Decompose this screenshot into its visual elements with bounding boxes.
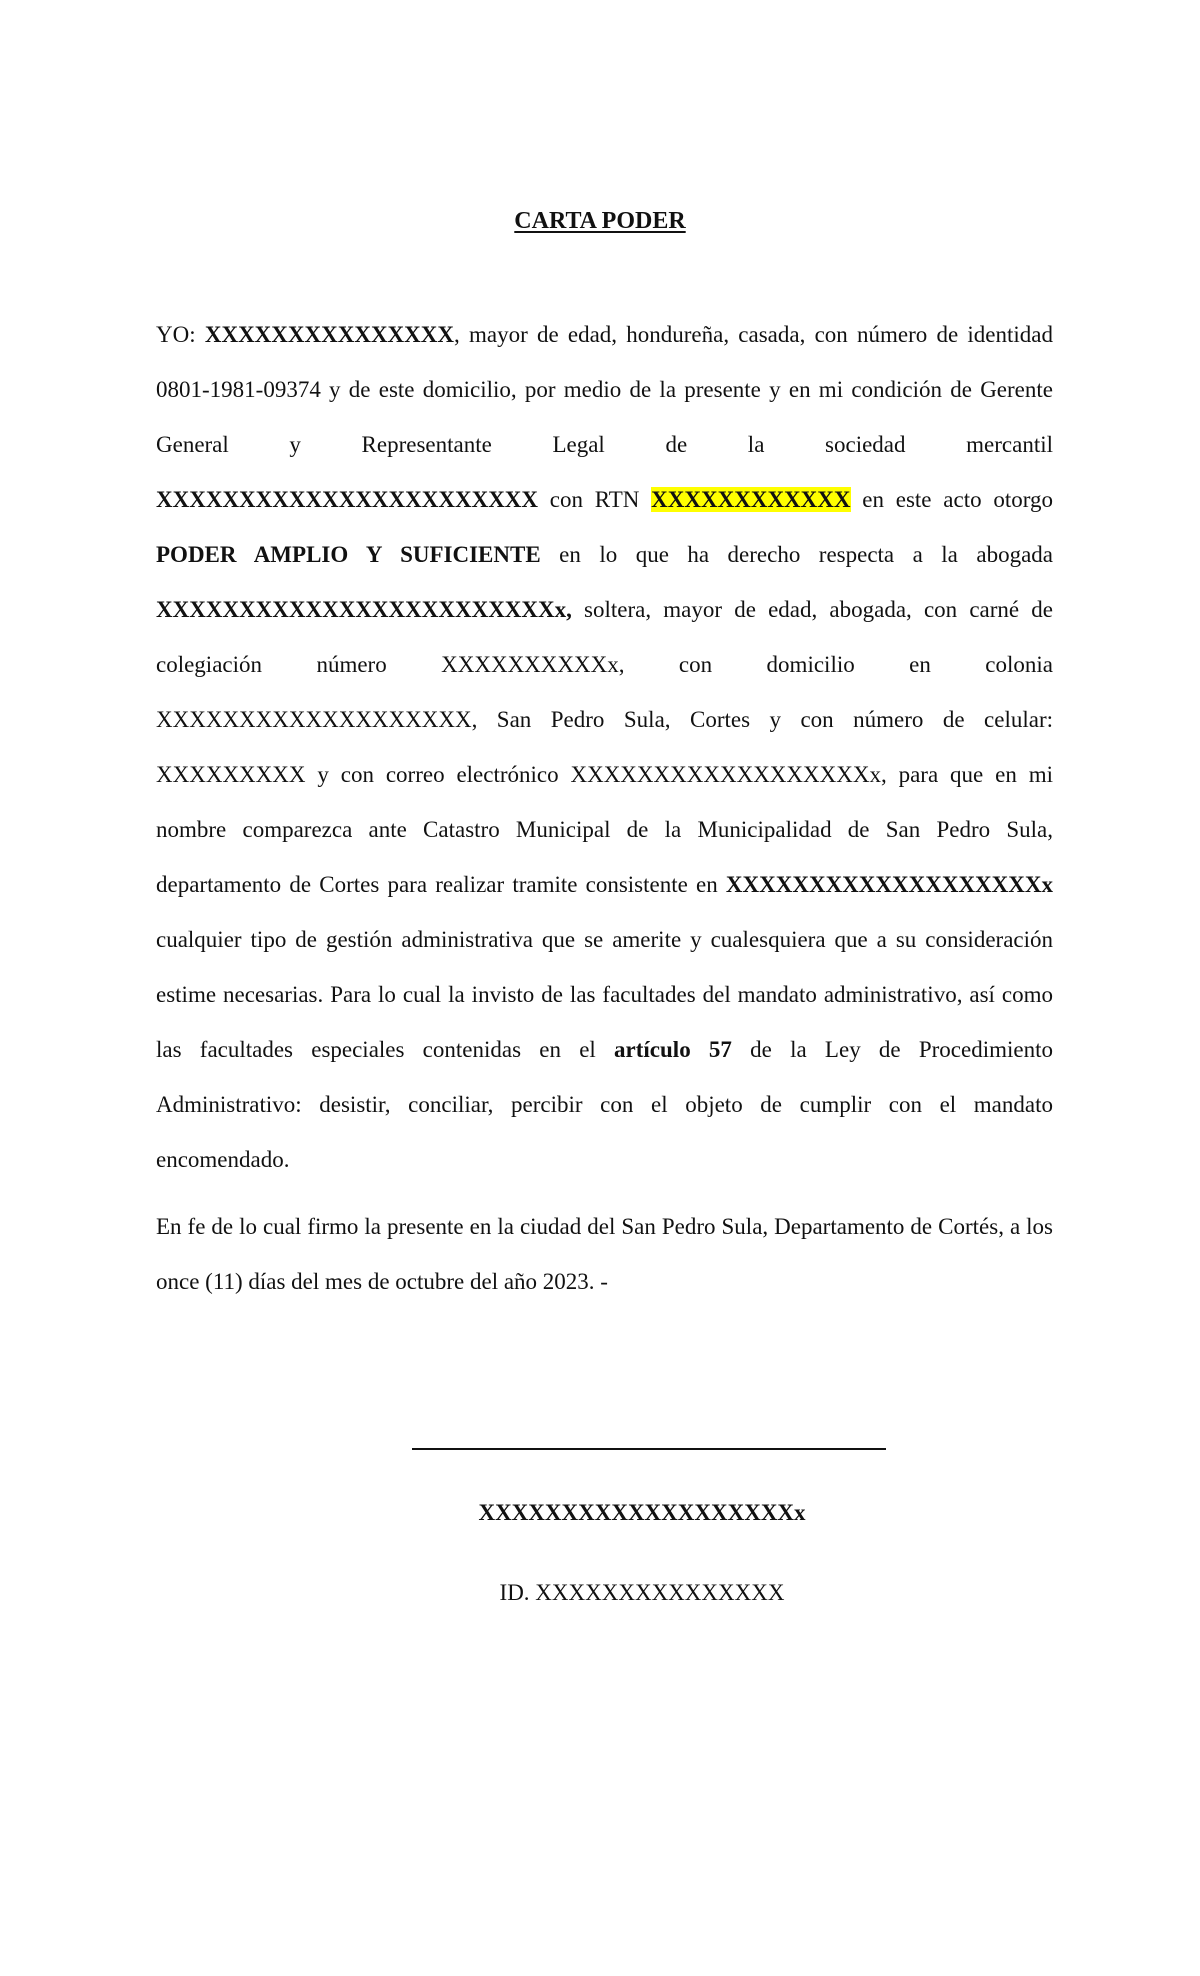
procedure-name: XXXXXXXXXXXXXXXXXXXx bbox=[725, 872, 1053, 897]
text-segment: , mayor de edad, hondureña, casada, con número de identidad 0801-1981-09374 y de este domicilio, por medio de la presente y en mi condición de Gerente General y Representante Legal de la sociedad mercantil bbox=[156, 322, 1053, 457]
text-segment: en lo que ha derecho respecta a la abogada bbox=[540, 542, 1053, 567]
text-segment: de la Ley de Procedimiento Administrativo: desistir, conciliar, percibir con el objeto de cumplir con el mandato encomendado. bbox=[156, 1037, 1053, 1172]
text-segment: en este acto otorgo bbox=[850, 487, 1053, 512]
signature-id: ID. XXXXXXXXXXXXXXX bbox=[499, 1580, 785, 1605]
power-grant-phrase: PODER AMPLIO Y SUFICIENTE bbox=[156, 542, 541, 567]
closing-paragraph: En fe de lo cual firmo la presente en la ciudad del San Pedro Sula, Departamento de Cortés, a los once (11) días del mes de octubre del año 2023. - bbox=[156, 1214, 1053, 1294]
signature-name: XXXXXXXXXXXXXXXXXXXx bbox=[478, 1500, 806, 1525]
article-reference: artículo 57 bbox=[614, 1037, 732, 1062]
attorney-name: XXXXXXXXXXXXXXXXXXXXXXXXx, bbox=[156, 597, 572, 622]
signature-line bbox=[412, 1448, 886, 1450]
text-segment: YO: bbox=[156, 322, 205, 347]
text-segment: cualquier tipo de gestión administrativa que se amerite y cualesquiera que a su consideración estime necesarias. Para lo cual la invisto de las facultades del mandato administrativo, así como las facultades especiales contenidas en el bbox=[156, 927, 1053, 1062]
page-title: CARTA PODER bbox=[514, 208, 686, 234]
grantor-name: XXXXXXXXXXXXXXX bbox=[204, 322, 454, 347]
rtn-number: XXXXXXXXXXXX bbox=[651, 487, 851, 512]
company-name: XXXXXXXXXXXXXXXXXXXXXXX bbox=[156, 487, 539, 512]
document-body bbox=[156, 307, 1053, 1309]
main-paragraph bbox=[156, 307, 1053, 1187]
text-segment: con RTN bbox=[538, 487, 652, 512]
text-segment: soltera, mayor de edad, abogada, con carné de colegiación número XXXXXXXXXXx, con domicilio en colonia XXXXXXXXXXXXXXXXXXX, San Pedro Sula, Cortes y con número de celular: XXXXXXXXX y con correo electrónico XXXXXXXXXXXXXXXXXXx, para que en mi nombre comparezca ante Catastro Municipal de la Municipalidad de San Pedro Sula, departamento de Cortes para realizar tramite consistente en bbox=[156, 597, 1053, 897]
